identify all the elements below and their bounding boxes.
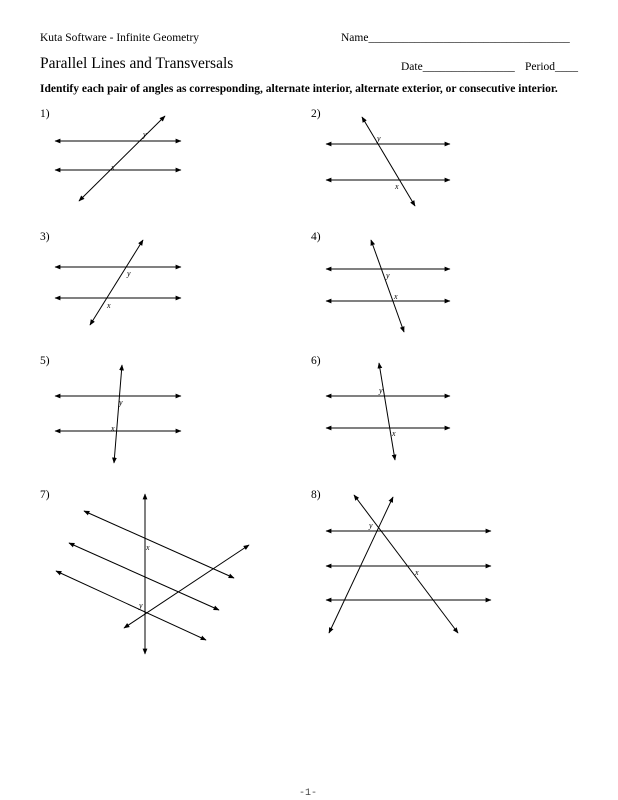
transversal-line xyxy=(114,365,122,463)
figure-problem-5 xyxy=(55,365,181,463)
angle-label: x xyxy=(395,182,399,191)
transversal-line xyxy=(79,116,165,201)
problem-number-3: 3) xyxy=(40,231,50,243)
angle-label: y xyxy=(119,398,123,407)
figure-problem-6 xyxy=(326,363,450,460)
page-number: -1- xyxy=(299,788,318,799)
angle-label: x xyxy=(146,543,150,552)
angle-label: x xyxy=(107,301,111,310)
transversal-line xyxy=(354,495,458,633)
date-field[interactable]: Date________________ xyxy=(401,61,515,73)
figure-problem-3 xyxy=(55,240,181,325)
angle-label: y xyxy=(139,601,143,610)
angle-label: x xyxy=(111,163,115,172)
page-title: Parallel Lines and Transversals xyxy=(40,55,234,72)
period-field[interactable]: Period____ xyxy=(525,61,579,73)
angle-label: y xyxy=(127,269,131,278)
problem-number-2: 2) xyxy=(311,108,321,120)
transversal-line xyxy=(329,497,393,633)
problem-number-5: 5) xyxy=(40,355,50,367)
angle-label: y xyxy=(379,386,383,395)
figure-problem-2 xyxy=(326,117,450,206)
angle-label: y xyxy=(377,134,381,143)
transversal-line xyxy=(362,117,415,206)
figure-problem-4 xyxy=(326,240,450,332)
problem-number-8: 8) xyxy=(311,489,321,501)
parallel-line xyxy=(84,511,234,578)
parallel-line xyxy=(69,543,219,610)
angle-label: x xyxy=(415,568,419,577)
software-title: Kuta Software - Infinite Geometry xyxy=(40,32,200,44)
figure-problem-7 xyxy=(56,494,249,654)
name-field[interactable]: Name___________________________________ xyxy=(341,32,570,44)
angle-label: x xyxy=(111,424,115,433)
problem-number-6: 6) xyxy=(311,355,321,367)
transversal-line xyxy=(90,240,143,325)
instructions: Identify each pair of angles as corresponding, alternate interior, alternate exterior, or consecutive interior. xyxy=(40,83,558,95)
angle-label: y xyxy=(386,271,390,280)
transversal-line xyxy=(371,240,404,332)
parallel-line xyxy=(56,571,206,640)
transversal-line xyxy=(124,545,249,628)
figure-problem-1 xyxy=(55,116,181,201)
angle-label: x xyxy=(394,292,398,301)
transversal-line xyxy=(379,363,395,460)
problem-number-4: 4) xyxy=(311,231,321,243)
problem-number-7: 7) xyxy=(40,489,50,501)
angle-label: y xyxy=(143,130,147,139)
problem-number-1: 1) xyxy=(40,108,50,120)
angle-label: y xyxy=(369,521,373,530)
angle-label: x xyxy=(392,429,396,438)
figure-problem-8 xyxy=(326,495,491,633)
